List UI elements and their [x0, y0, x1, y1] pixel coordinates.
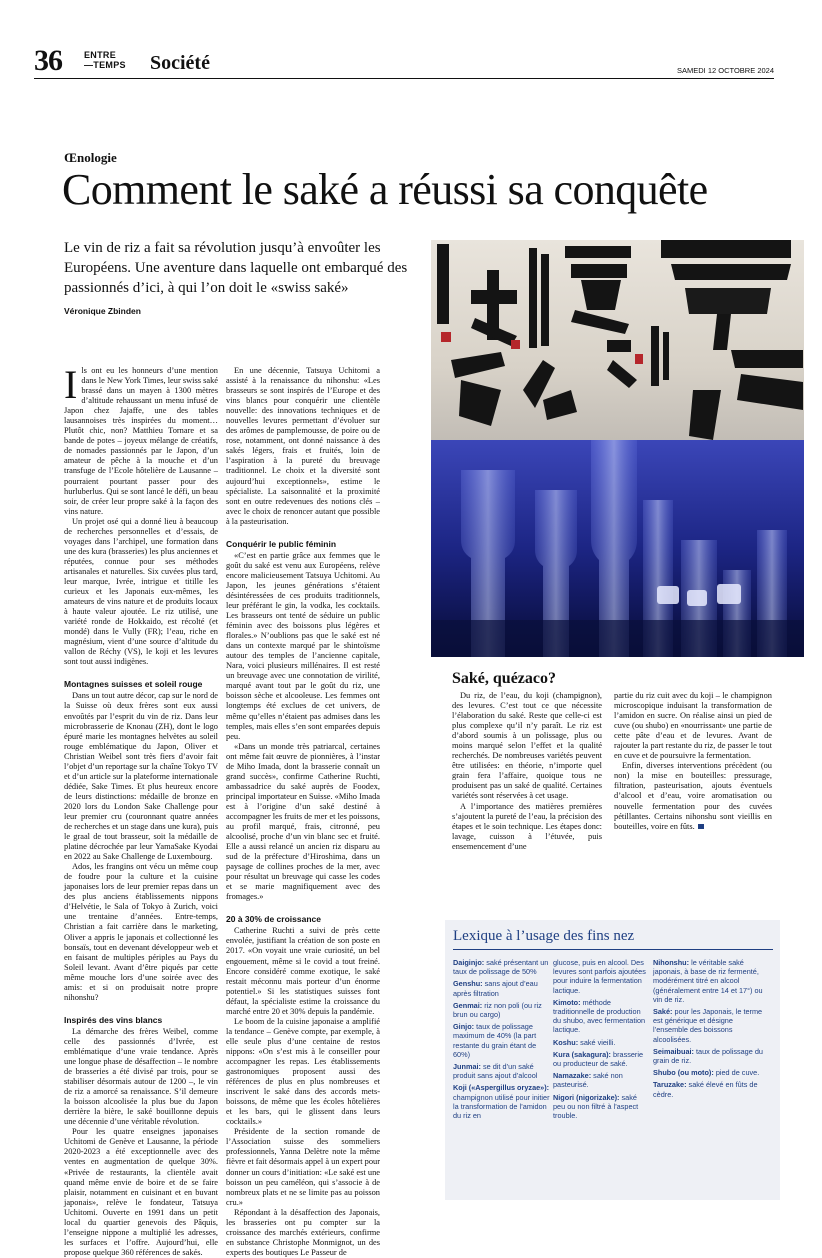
- article-column-1: [64, 362, 218, 1257]
- lexicon-term: Koshu:: [553, 1037, 579, 1047]
- lexicon-entry: [453, 1083, 551, 1120]
- lexicon-term: Ginjo:: [453, 1022, 475, 1032]
- lexicon-definition: saké élevé en fûts de cèdre.: [653, 1080, 758, 1099]
- lexicon-term: Taruzake:: [653, 1080, 687, 1090]
- lexicon-entry: [453, 958, 551, 976]
- lexicon-definition: méthode traditionnelle de production du shubo, avec fermentation lactique.: [553, 997, 646, 1035]
- paragraph: Le boom de la cuisine japonaise a amplifié la tendance – Genève compte, par exemple, à elle seule plus d’une centaine de restos nippons: «On s’est mis à le conseiller pour accompagner les repas. Les établissements gastronomiques proposent aussi des références de plus en plus nombreuses et inscrivent le saké dans des accords mets-boissons, de même que les écoles hôtelières et les bars, qui le glissent dans leurs cocktails.»: [226, 1016, 380, 1127]
- lexicon-column-2: [553, 958, 648, 1123]
- lexicon-column-3: [653, 958, 765, 1102]
- lexicon-term: Shubo (ou moto):: [653, 1068, 714, 1078]
- lexicon-term: Koji («Aspergillus oryzae»):: [453, 1083, 550, 1093]
- paragraph: Dans un tout autre décor, cap sur le nord de la Suisse où deux frères sont eux aussi envoûtés par l’esprit du vin de riz. Dans leur microbrasserie de Knonau (ZH), dont le logo épuré marie les montagnes helvètes au soleil rouge emblématique du Japon, Oliver et Christian Weibel sont très fiers d’avoir fait l’objet d’un reportage sur la chaîne Tokyo TV et d’un article sur la plateforme internationale dédiée, Sake Times. Et plus heureux encore de leurs distinctions: médaille de bronze en 2020 lors du London Sake Challenge pour leur premier cru (couronnant quatre années de recherches et un stage dans une kura), puis le graal de tout brasseur, soit la médaille de platine décrochée par leur YamaSake Kyodai en 2022 au Sake Challenge de Luxembourg.: [64, 691, 218, 862]
- lexicon-term: Junmai:: [453, 1062, 481, 1072]
- lexicon-definition: taux de polissage du grain de riz.: [653, 1046, 763, 1066]
- lexicon-entry: [553, 998, 648, 1035]
- lexicon-entry: [653, 1068, 765, 1077]
- issue-date: SAMEDI 12 OCTOBRE 2024: [677, 66, 774, 75]
- article-author: Véronique Zbinden: [64, 306, 141, 316]
- lexicon-term: Daiginjo:: [453, 958, 485, 967]
- subheading: Conquérir le public féminin: [226, 538, 337, 549]
- lexicon-definition: brasserie ou producteur de saké.: [553, 1049, 644, 1069]
- paragraph-text: partie du riz cuit avec du koji – le champignon microscopique induisant la transformation de l’amidon en sucre. On réalise ainsi un pied de cuve (ou shubo) en «nourrissant» une partie de cette pâte d’eau et de levures. Avant de rajouter la part restante du riz, de passer le tout en cuve et de poursuivre la fermentation.: [614, 691, 772, 761]
- subheading: Montagnes suisses et soleil rouge: [64, 679, 203, 690]
- lexicon-definition: taux de polissage maximum de 40% (la part restante du grain étant de 60%): [453, 1022, 537, 1059]
- paragraph: ls ont eu les honneurs d’une mention dans le New York Times, leur swiss saké brassé dans un mayen à 1300 mètres d’altitude rehaussant un menu infusé de Japon chez Jajaffe, une des tables lausannoises très inspirées du moment… Plutôt chic, non? Matthieu Tornare et sa bande de potes – joyeux mélange de créatifs, de nomades passionnés par le Japon, d’un amateur de pêche à la mouche et d’un transfuge de l’Ecole hôtelière de Lausanne – pourraient pourtant passer pour des hurluberlus. Qui se sont lancé le défi, un beau soir, de créer leur propre saké à la façon des vins nature.: [64, 366, 218, 516]
- paragraph: [452, 691, 602, 802]
- lexicon-definition: saké présentant un taux de polissage de 50%: [453, 958, 549, 977]
- paragraph: Pour les quatre enseignes japonaises Uchitomi de Genève et Lausanne, la période 2020-2023 a été exceptionnelle avec des ventes en augmentation de quelque 30%. «Privée de restaurants, la clientèle avait quand même envie de boire et de se faire plaisir, notamment en cuisinant et en buvant japonais», relève le fondateur, Tatsuya Uchitomi. Ouverte en 1991 dans un petit local du quartier genevois des Pâquis, l’enseigne nippone a multiplié les adresses, les surfaces et l’offre. Aujourd’hui, elle propose quelque 360 références de sakés.: [64, 1127, 218, 1257]
- supplement-logo: [84, 50, 126, 70]
- paragraph: [614, 761, 772, 831]
- subheading: 20 à 30% de croissance: [226, 914, 321, 925]
- lexicon-definition: le véritable saké japonais, à base de riz fermenté, modérément titré en alcool (généralement entre 14 et 17°) ou vin de riz.: [653, 958, 763, 1004]
- article-column-2: [226, 366, 380, 1257]
- paragraph: Catherine Ruchti a suivi de près cette envolée, justifiant la création de son poste en 2017. «On voyait une vraie curiosité, un bel engouement, même si le covid a tout freiné. Encore considéré comme exotique, le saké restait méconnu mais porteur d’un énorme potentiel.» Si les statistiques suisses font défaut, la spécialiste estime la croissance du marché entre 20 et 30% depuis la pandémie.: [226, 926, 380, 1016]
- lexicon-entry: [653, 1007, 765, 1044]
- lexicon-entry: [453, 1022, 551, 1059]
- sidebar-column-2: [614, 691, 772, 913]
- lexicon-definition: pied de cuve.: [713, 1068, 760, 1078]
- lexicon-entry: [453, 1001, 551, 1019]
- sake-bar-photo: [431, 240, 804, 657]
- lexicon-entry: [553, 958, 648, 995]
- lexicon-definition: saké non pasteurisé.: [553, 1071, 623, 1090]
- lexicon-definition: pour les Japonais, le terme est générique et désigne l’ensemble des boissons alcoolisées.: [653, 1007, 763, 1044]
- paragraph: En une décennie, Tatsuya Uchitomi a assisté à la renaissance du nihonshu: «Les brasseurs se sont inspirés de l’Europe et des vins blancs pour conquérir une clientèle nouvelle: des innovations techniques et de nouvelles levures permettant d’évoluer sur des arômes de pamplemousse, de poire ou de rose, notamment, ont donné naissance à des sakés légers, frais et fruités, loin de l’aspiration à la pureté du breuvage traditionnel. Le choix et la diversité sont aujourd’hui exceptionnels», estime le spécialiste. La saisonnalité et la proximité sont en outre redevenues des notions clés – avec le choix de renoncer autant que possible à la pasteurisation.: [226, 366, 380, 526]
- lexicon-definition: saké vieilli.: [578, 1037, 616, 1047]
- lexicon-term: Genmai:: [453, 1000, 483, 1010]
- lexicon-definition: saké peu ou non filtré à l’aspect trouble.: [553, 1092, 639, 1121]
- brand-line-2: —TEMPS: [84, 60, 126, 70]
- drop-cap: I: [64, 362, 78, 407]
- lexicon-entry: [553, 1093, 648, 1121]
- sidebar-column-1: [452, 691, 602, 913]
- lexicon-definition: riz non poli (ou riz brun ou cargo): [453, 1000, 542, 1020]
- article-lede: Le vin de riz a fait sa révolution jusqu’à envoûter les Européens. Une aventure dans laquelle ont embarqué des passionnés d’ici, à qui l’on doit le «swiss saké»: [64, 240, 408, 296]
- paragraph: [614, 691, 772, 761]
- paragraph: Ados, les frangins ont vécu un même coup de foudre pour la culture et la cuisine japonaises lors de leur premier repas dans un des plus anciens établissements nippons d’Helvétie, le Sala of Tokyo à Zurich, voici une trentaine d’années. Entre-temps, Christian a fait carrière dans le marketing, Oliver a appris le japonais et collectionné les bonsaïs, tout en devenant développeur web et en faisant de multiples périples au Pays du Soleil levant. Avant d’être piqués par cette même mouche lors d’une soirée avec des amis: et si on produisait notre propre nihonshu?: [64, 862, 218, 1002]
- lexicon-term: Kimoto:: [553, 997, 581, 1007]
- lexicon-term: Nihonshu:: [653, 958, 690, 967]
- lexicon-definition: se dit d’un saké produit sans ajout d’alcool: [453, 1062, 538, 1081]
- rubric: Œnologie: [64, 150, 117, 165]
- lexicon-definition: sans ajout d’eau après filtration: [453, 979, 538, 998]
- lexicon-entry: [553, 1071, 648, 1089]
- paragraph: Un projet osé qui a donné lieu à beaucoup de recherches personnelles et d’essais, de voyages dans l’archipel, une formation dans une des kura (brasseries) les plus anciennes et réputées, connue pour ses méthodes artisanales et naturelles. Six cuvées plus tard, leur marque, Ivrée, intrigue et titille les curieux et les Japonais eux-mêmes, les amateurs de vins nature et de produits locaux à haute valeur ajoutée. Le riz utilisé, une variété ronde de Hokkaido, est récolté (et mondé) dans le Vully (FR); l’eau, riche en magnésium, vient d’une source d’altitude du vallon de Réchy (VS), le koji et les levures sont tout aussi indigènes.: [64, 516, 218, 667]
- section-title: Société: [150, 52, 210, 74]
- paragraph: «C’est en partie grâce aux femmes que le goût du saké est venu aux Européens, relève encore malicieusement Tatsuya Uchitomi. Au Japon, les jeunes générations s’étaient désintéressées de ces produits traditionnels, leur préférant le gin, la vodka, les cocktails. Les brasseurs ont tenté de séduire un public féminin avec des boissons plus légères et florales.» N’oublions pas que le saké est né dans un contexte marqué par le shintoïsme autour des temples de l’ancienne capitale, Nara, voici plusieurs millénaires. Il est resté un breuvage avec une connotation de virilité, marqué avant tout par le goût du riz, une boisson sèche et alcooleuse. Les femmes ont longtemps été exclues de cet univers, de même qu’elles n’étaient pas admises dans les temples, mais elles s’en sont emparées depuis peu.: [226, 550, 380, 741]
- lexicon-term: Kura (sakagura):: [553, 1049, 611, 1059]
- lexicon-definition: glucose, puis en alcool. Des levures sont parfois ajoutées pour induire la fermentation lactique.: [553, 958, 646, 995]
- lexicon-entry: [653, 958, 765, 1004]
- lexicon-entry: [553, 1038, 648, 1047]
- lexicon-entry: [653, 1080, 765, 1098]
- article-title: Comment le saké a réussi sa conquête: [62, 165, 708, 214]
- paragraph: La démarche des frères Weibel, comme celle des passionnés d’Ivrée, est emblématique d’une vraie tendance. Après une longue phase de désaffection – le nombre de brasseries a été divisé par trois, pour se stabiliser désormais autour de 1200 –, le vin de riz a amorcé sa renaissance. S’il demeure la boisson alcoolisée la plus bue du Japon derrière la bière, le saké bouillonne depuis une décennie d’une véritable révolution.: [64, 1026, 218, 1127]
- lexicon-title: Lexique à l’usage des fins nez: [453, 928, 635, 944]
- lexicon-definition: champignon utilisé pour initier la transformation de l’amidon du riz en: [453, 1092, 550, 1121]
- brand-line-1: ENTRE: [84, 50, 117, 60]
- paragraph: «Dans un monde très patriarcal, certaines ont même fait œuvre de pionnières, à l’instar de Miho Imada, dont la brasserie connaît un grand succès», confirme Catherine Ruchti, ambassadrice du saké auprès de Foodex, principal importateur en Suisse. «Miho Imada est à l’origine d’un saké destiné à accompagner les fruits de mer et les poissons, au profil marqué, frais, citronné, peu alcoolisé, proche d’un vin blanc sec et fruité. Elle a aussi relancé un ancien riz disparu au sud de la préfecture d’Hiroshima, dans un paysage de collines proches de la mer, avec pour résultat un breuvage qui casse les codes et se marie magnifiquement avec des fromages.»: [226, 741, 380, 902]
- lexicon-divider: [453, 949, 773, 950]
- lexicon-column-1: [453, 958, 551, 1123]
- header-divider: [34, 78, 774, 79]
- paragraph-text: Du riz, de l’eau, du koji (champignon), des levures. C’est tout ce que nécessite l’élaboration du saké. Reste que celle-ci est plus complexe qu’il n’y paraît. Le riz est d’abord soumis à un polissage, plus ou moins marqué selon l’effet et la qualité recherchés. De nombreuses variétés peuvent être utilisées: en théorie, n’importe quel grain fera l’affaire, quoique tous ne produisent pas un saké de qualité. Certaines variétés sont réservées à cet usage.: [452, 691, 602, 801]
- lexicon-term: Namazake:: [553, 1071, 592, 1081]
- sidebar-title: Saké, quézaco?: [452, 670, 556, 687]
- lexicon-entry: [553, 1050, 648, 1068]
- paragraph-text: A l’importance des matières premières s’ajoutent la pureté de l’eau, la précision des étapes et le soin technique. Les étapes donc: lavage, cuisson à l’étuvée, puis ensemencement d’une: [452, 801, 602, 851]
- paragraph: Répondant à la désaffection des Japonais, les brasseries ont pu compter sur la croissance des marchés extérieurs, confirme en substance Christophe Monmignot, un des experts des boutiques Le Passeur de: [226, 1207, 380, 1257]
- lexicon-term: Seimaibuai:: [653, 1046, 694, 1056]
- lexicon-term: Saké:: [653, 1007, 673, 1017]
- paragraph: [452, 802, 602, 852]
- subheading: Inspirés des vins blancs: [64, 1014, 163, 1025]
- lexicon-entry: [453, 1062, 551, 1080]
- lexicon-entry: [653, 1047, 765, 1065]
- paragraph: Présidente de la section romande de l’Association suisse des sommeliers professionnels, Yanna Delètre note la même fièvre et fait désormais appel à un expert pour donner un cours d’initiation: «Le saké est une boisson un peu caméléon, qui s’associe à de nombreux plats et ne se limite pas au poisson cru.»: [226, 1127, 380, 1207]
- lexicon-term: Nigori (nigorizake):: [553, 1092, 620, 1102]
- lexicon-term: Genshu:: [453, 979, 483, 989]
- lexicon-entry: [453, 979, 551, 997]
- paragraph-text: Enfin, diverses interventions précèdent (ou non) la mise en bouteilles: pressurage, filtration, pasteurisation, ajouts éventuels d’alcool et d’eau, voire aromatisation ou nouvelle fermentation pour des cuvées pétillantes. Certains nihonshu sont vieillis en bouteilles, voire en fûts.: [614, 761, 772, 831]
- page-number: 36: [34, 44, 62, 77]
- end-of-article-mark: [698, 824, 704, 829]
